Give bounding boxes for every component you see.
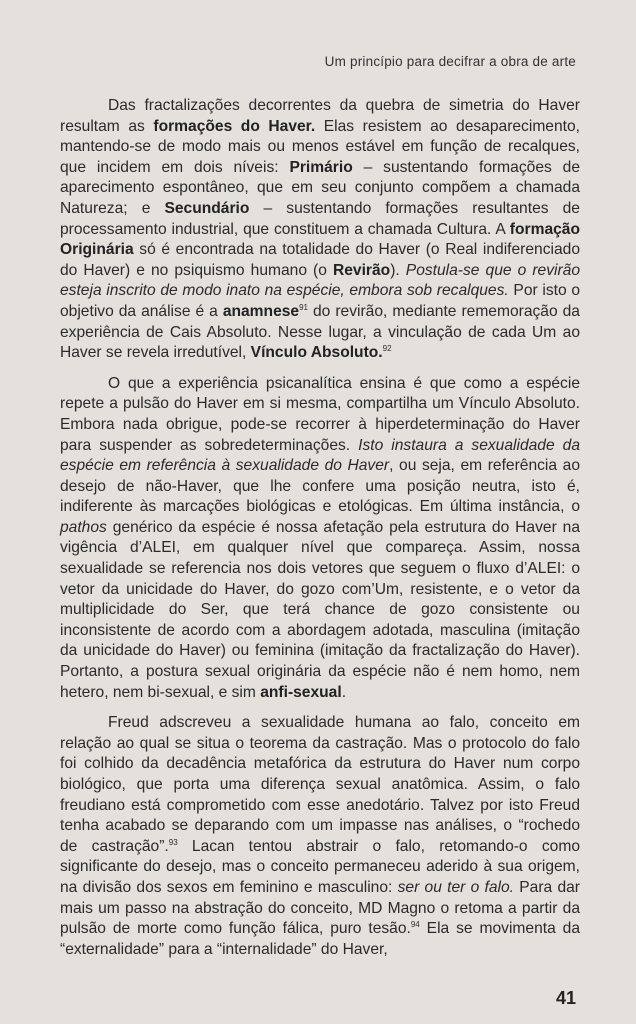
text-run: O que a experiência psicanalítica ensina é que como a espécie repete a pulsão do Haver em si mesma, compartilha um Vínculo Absoluto. Embora nada obrigue, pode-se recorrer à hiperdeterminação do Haver para suspender as sobredeterminações. (60, 374, 580, 454)
text-run: genérico da espécie é nossa afetação pela estrutura do Haver na vigência d’ALEI, em qualquer nível que compareça. Assim, nossa sexualidade se referencia nos dois vetores que seguem o fluxo d’ALEI: o vetor da unicidade do Haver, do gozo com’Um, resistente, e o vetor da multiplicidade do Ser, que terá chance de gozo consistente ou inconsistente de acordo com a abordagem adotada, masculina (imitação da unicidade do Haver) ou feminina (imitação da fractalização do Haver). Portanto, a postura sexual originária da espécie não é nem homo, nem hetero, nem bi-sexual, e sim (60, 518, 580, 701)
footnote-ref: 93 (168, 837, 178, 847)
italic-text: Isto instaura a sexualidade da espécie em referência à sexualidade do Haver (60, 436, 580, 475)
bold-term: anfi-sexual (260, 683, 342, 701)
paragraph (60, 713, 580, 960)
footnote-ref: 91 (299, 302, 308, 312)
text-run: só é encontrada na totalidade do Haver (o Real indiferenciado do Haver) e no psiquismo humano (o (60, 241, 580, 279)
body-text (60, 96, 580, 960)
bold-term: Primário (289, 158, 353, 176)
bold-term: formação Originária (60, 220, 580, 259)
bold-term: Vínculo Absoluto. (250, 344, 383, 362)
text-run: Por isto o objetivo da análise é a (60, 282, 580, 320)
text-run: Lacan tentou abstrair o falo, retomando-o como significante do desejo, mas o conceito permaneceu aderido à sua origem, na divisão dos sexos em feminino e masculino: (60, 837, 580, 896)
text-run: do revirão, mediante rememoração da experiência de Cais Absoluto. Nesse lugar, a vinculação de cada Um ao Haver se revela irredutível, (60, 302, 580, 362)
text-run: ). (390, 261, 406, 279)
bold-term: Revirão (332, 261, 391, 279)
paragraph (60, 374, 580, 704)
page-number: 41 (555, 988, 576, 1008)
text-run: . (341, 683, 347, 701)
running-head: Um princípio para decifrar a obra de arte (324, 54, 576, 69)
text-run: , ou seja, em referência ao desejo de não-Haver, que lhe confere uma posição neutra, isto é, indiferente às marcações biológicas e etológicas. Em última instância, o (60, 457, 580, 516)
italic-text: ser ou ter o falo. (397, 878, 514, 896)
bold-term: anamnese (222, 302, 300, 320)
footnote-ref: 94 (410, 920, 420, 930)
text-run: – sustentando formações de aparecimento espontâneo, que em seu conjunto compõem a chamada Natureza; e (60, 158, 580, 217)
text-run: Ela se movimenta da “externalidade” para a “internalidade” do Haver, (60, 920, 580, 958)
text-run: Das fractalizações decorrentes da quebra de simetria do Haver resultam as (60, 97, 580, 135)
text-run: – sustentando formações resultantes de processamento industrial, que constituem a chamada Cultura. A (60, 199, 580, 238)
italic-text: Postula-se que o revirão esteja inscrito de modo inato na espécie, embora sob recalques. (60, 261, 581, 300)
bold-term: formações do Haver. (153, 117, 316, 135)
italic-text: pathos (60, 518, 107, 536)
text-run: Elas resistem ao desaparecimento, mantendo-se de modo mais ou menos estável em função de recalques, que incidem em dois níveis: (60, 117, 580, 176)
footnote-ref: 92 (382, 344, 392, 354)
paragraph (60, 96, 580, 364)
text-run: Freud adscreveu a sexualidade humana ao falo, conceito em relação ao qual se situa o teorema da castração. Mas o protocolo do falo foi colhido da decadência metafórica da estrutura do Haver num corpo biológico, que porta uma diferença sexual anatômica. Assim, o falo freudiano está comprometido com esse anedotário. Talvez por isto Freud tenha acabado se deparando com um impasse nas análises, o “rochedo de castração”. (60, 714, 580, 855)
bold-term: Secundário (164, 199, 250, 217)
text-run: Para dar mais um passo na abstração do conceito, MD Magno o retoma a partir da pulsão de morte como função fálica, puro tesão. (60, 878, 580, 938)
